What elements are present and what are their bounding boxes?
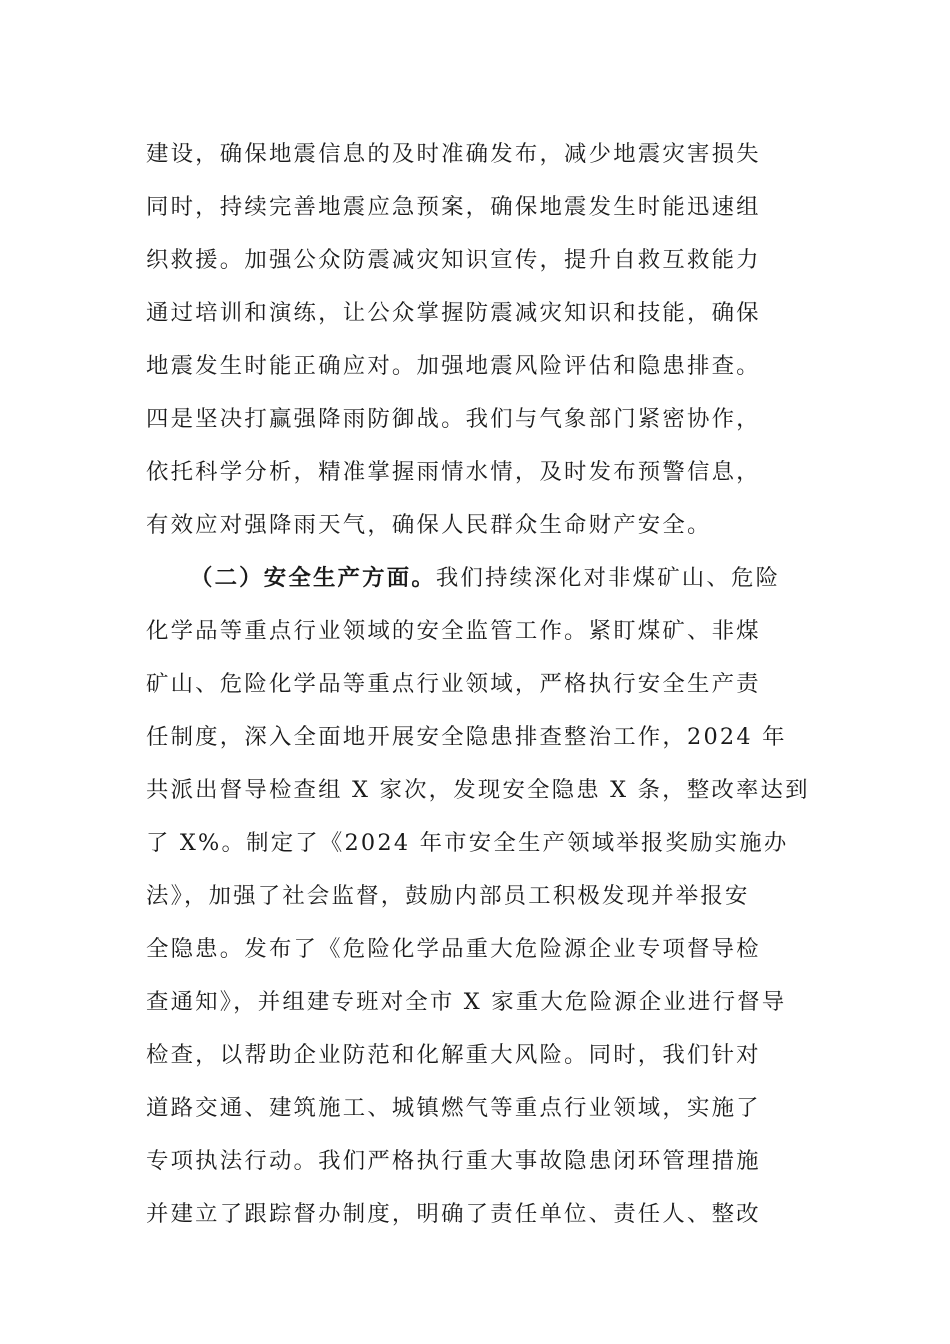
text-line: 专项执法行动。我们严格执行重大事故隐患闭环管理措施 xyxy=(146,1148,761,1174)
text-line: 四是坚决打赢强降雨防御战。我们与气象部门紧密协作， xyxy=(146,406,761,432)
text-line: 建设，确保地震信息的及时准确发布，减少地震灾害损失 xyxy=(146,141,761,167)
text-line: 地震发生时能正确应对。加强地震风险评估和隐患排查。 xyxy=(146,353,761,379)
text-line: 通过培训和演练，让公众掌握防震减灾知识和技能，确保 xyxy=(146,300,761,326)
text-line: 矿山、危险化学品等重点行业领域，严格执行安全生产责 xyxy=(146,671,761,697)
section-2-heading: （二）安全生产方面。 xyxy=(190,565,436,591)
text-line: 任制度，深入全面地开展安全隐患排查整治工作，2024 年 xyxy=(146,724,787,750)
text-line: 共派出督导检查组 X 家次，发现安全隐患 X 条，整改率达到 xyxy=(146,777,810,803)
text-line: 道路交通、建筑施工、城镇燃气等重点行业领域，实施了 xyxy=(146,1095,761,1121)
text-line: 了 X%。制定了《2024 年市安全生产领域举报奖励实施办 xyxy=(146,830,789,856)
section-2-first-line-text: 我们持续深化对非煤矿山、危险 xyxy=(435,565,781,591)
text-line: 有效应对强降雨天气，确保人民群众生命财产安全。 xyxy=(146,512,712,538)
text-line: 并建立了跟踪督办制度，明确了责任单位、责任人、整改 xyxy=(146,1201,761,1227)
text-line: 同时，持续完善地震应急预案，确保地震发生时能迅速组 xyxy=(146,194,761,220)
text-line: 化学品等重点行业领域的安全监管工作。紧盯煤矿、非煤 xyxy=(146,618,761,644)
section-2-first-line xyxy=(146,552,810,605)
text-line: 依托科学分析，精准掌握雨情水情，及时发布预警信息， xyxy=(146,459,761,485)
text-line: 查通知》，并组建专班对全市 X 家重大危险源企业进行督导 xyxy=(146,989,787,1015)
document-body xyxy=(146,128,810,1241)
text-line: 检查，以帮助企业防范和化解重大风险。同时，我们针对 xyxy=(146,1042,761,1068)
text-line: 法》，加强了社会监督，鼓励内部员工积极发现并举报安 xyxy=(146,883,750,909)
text-line: 全隐患。发布了《危险化学品重大危险源企业专项督导检 xyxy=(146,936,761,962)
text-line: 织救援。加强公众防震减灾知识宣传，提升自救互救能力 xyxy=(146,247,761,273)
